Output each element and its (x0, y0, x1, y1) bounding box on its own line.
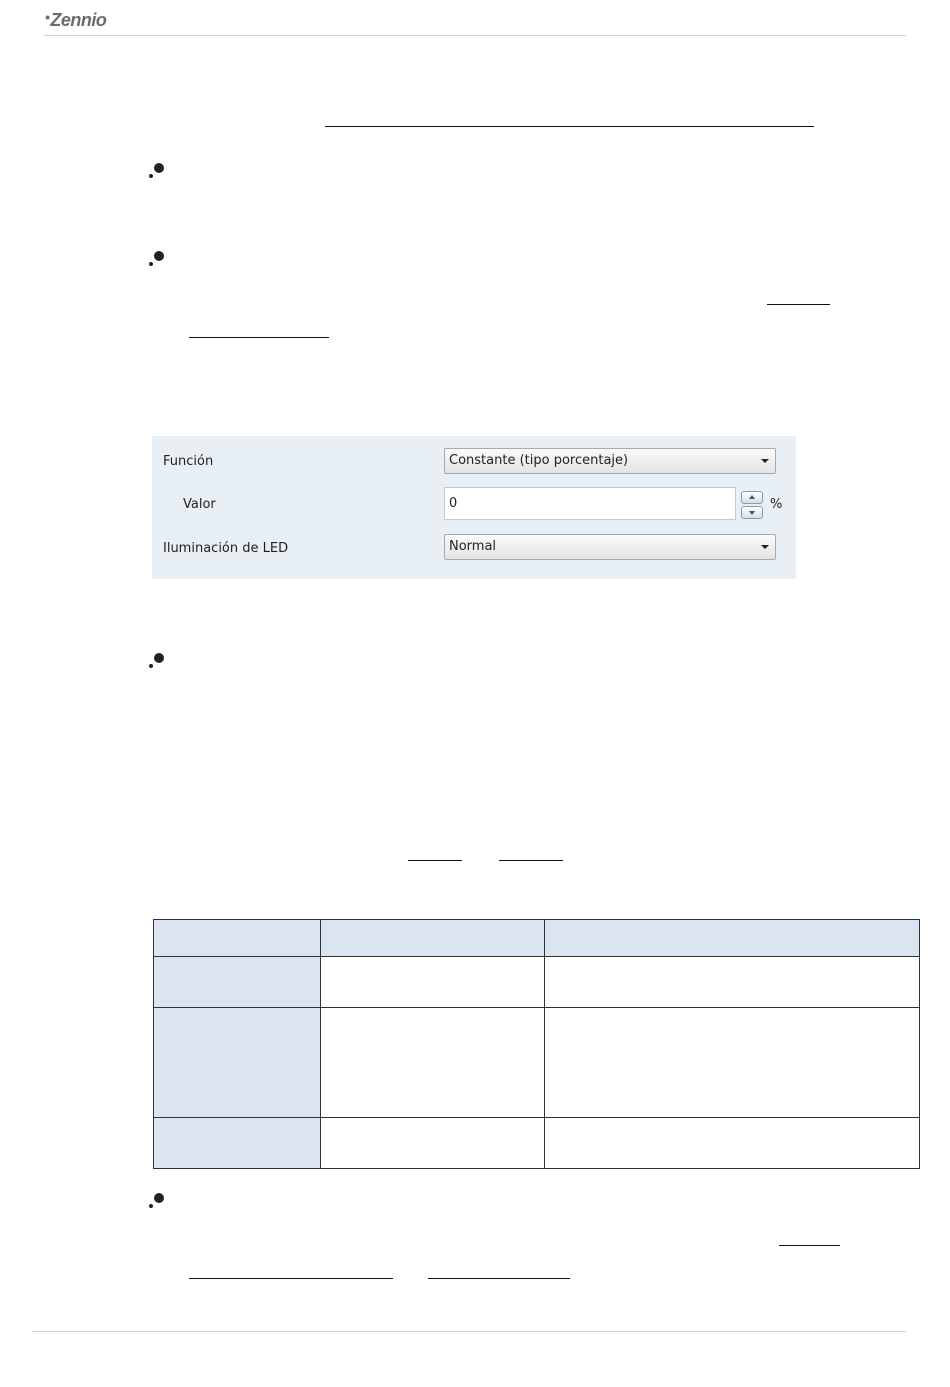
valor-input-value: 0 (449, 496, 458, 511)
triangle-up-icon (749, 495, 755, 499)
link-underline[interactable] (428, 1278, 570, 1279)
funcion-dropdown[interactable] (444, 448, 776, 474)
funcion-label: Función (163, 454, 214, 469)
header-divider (44, 35, 906, 36)
link-underline[interactable] (189, 337, 329, 338)
link-underline[interactable] (767, 304, 830, 305)
bullet-dot-icon (149, 1193, 165, 1209)
valor-increment-button[interactable] (741, 491, 763, 504)
bullet-dot-icon (149, 163, 165, 179)
table-cell (320, 1117, 545, 1169)
bullet-dot-icon (149, 251, 165, 267)
table-cell (544, 1007, 920, 1118)
table-header-cell (544, 919, 920, 957)
valor-unit: % (770, 497, 783, 512)
valor-decrement-button[interactable] (741, 506, 763, 519)
valor-input[interactable] (444, 487, 736, 520)
triangle-down-icon (749, 511, 755, 515)
table-cell (320, 1007, 545, 1118)
led-dropdown[interactable] (444, 534, 776, 560)
bullet-dot-icon (149, 653, 165, 669)
chevron-down-icon (761, 459, 769, 463)
table-row-header (153, 956, 321, 1008)
link-underline[interactable] (779, 1245, 840, 1246)
link-underline[interactable] (408, 860, 462, 861)
table-cell (544, 1117, 920, 1169)
table-row-header (153, 1007, 321, 1118)
table-cell (544, 956, 920, 1008)
link-underline[interactable] (189, 1278, 393, 1279)
link-underline[interactable] (499, 860, 563, 861)
zennio-logo: •Zennio (45, 9, 107, 30)
link-underline[interactable] (325, 126, 814, 127)
table-header-cell (153, 919, 321, 957)
valor-label: Valor (183, 497, 216, 512)
options-table (153, 919, 920, 1169)
table-row-header (153, 1117, 321, 1169)
led-label: Iluminación de LED (163, 541, 289, 556)
footer-divider (32, 1331, 906, 1332)
table-header-cell (320, 919, 545, 957)
funcion-selected-value: Constante (tipo porcentaje) (449, 453, 629, 468)
parameter-panel (152, 436, 796, 579)
table-cell (320, 956, 545, 1008)
led-selected-value: Normal (449, 539, 497, 554)
chevron-down-icon (761, 545, 769, 549)
